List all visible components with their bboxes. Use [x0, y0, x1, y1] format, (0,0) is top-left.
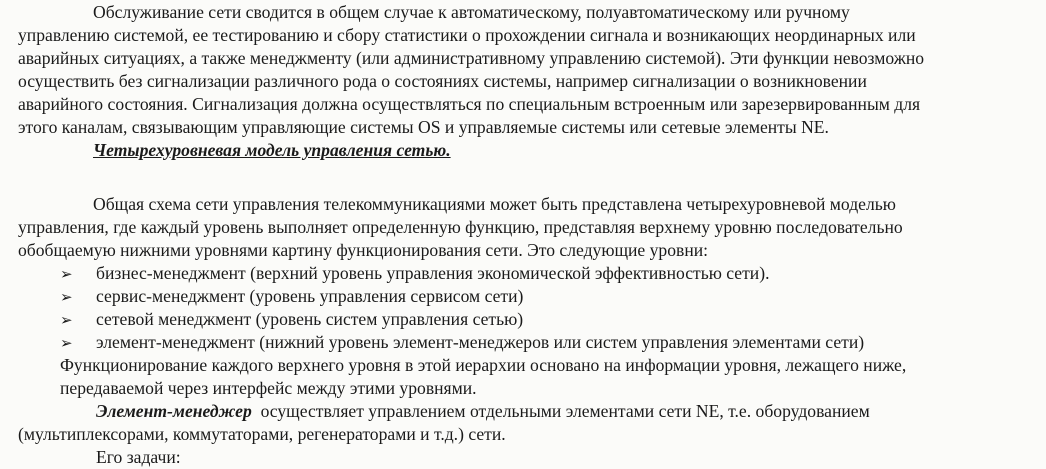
list-item-text: бизнес-менеджмент (верхний уровень управления экономической эффективностью сети). — [96, 263, 770, 283]
paragraph-1-line-3: аварийных ситуациях, а также менеджменту (или административному управлению системой). Эти функции невозможно — [18, 48, 925, 68]
element-manager-paragraph-line-2: (мультиплексорами, коммутаторами, регенераторами и т.д.) сети. — [18, 424, 506, 444]
list-item-business-management — [60, 262, 769, 286]
paragraph-2-line-1: Общая схема сети управления телекоммуникациями может быть представлена четырехуровневой моделью — [93, 194, 896, 214]
list-item-service-management — [60, 285, 523, 309]
element-manager-paragraph-line-1 — [96, 400, 870, 423]
element-manager-term: Элемент-менеджер — [96, 401, 252, 421]
tasks-label: Его задачи: — [96, 447, 181, 467]
paragraph-1-line-6: этого каналам, связывающим управляющие системы OS и управляемые системы или сетевые элементы NE. — [18, 117, 829, 137]
paragraph-1-line-2: управлению системой, ее тестированию и сбору статистики о прохождении сигнала и возникающих неординарных или — [18, 25, 916, 45]
arrow-bullet-icon: ➢ — [60, 288, 73, 306]
paragraph-1-line-4: осуществить без сигнализации различного рода о состояниях системы, например сигнализации о возникновении — [18, 71, 867, 91]
paragraph-2-line-2: управления, где каждый уровень выполняет определенную функцию, представляя верхнему уровню последовательно — [18, 217, 903, 237]
list-item-text: элемент-менеджмент (нижний уровень элемент-менеджеров или систем управления элементами сети) — [96, 332, 865, 352]
paragraph-3-line-2: передаваемой через интерфейс между этими уровнями. — [60, 378, 477, 398]
list-item-text: сетевой менеджмент (уровень систем управления сетью) — [96, 309, 524, 329]
paragraph-3-line-1: Функционирование каждого верхнего уровня в этой иерархии основано на информации уровня, лежащего ниже, — [60, 355, 907, 375]
element-manager-description: осуществляет управлением отдельными элементами сети NE, т.е. оборудованием — [251, 401, 870, 421]
list-item-element-management — [60, 331, 864, 355]
paragraph-1-line-5: аварийного состояния. Сигнализация должна осуществляться по специальным встроенным или зарезервированным для — [18, 94, 921, 114]
arrow-bullet-icon: ➢ — [60, 265, 73, 283]
arrow-bullet-icon: ➢ — [60, 334, 73, 352]
list-item-network-management — [60, 308, 523, 332]
paragraph-2-line-3: обобщаемую нижними уровнями картину функционирования сети. Это следующие уровни: — [18, 240, 709, 260]
section-heading: Четырехуровневая модель управления сетью. — [93, 140, 451, 160]
paragraph-1-line-1: Обслуживание сети сводится в общем случае к автоматическому, полуавтоматическому или ручному — [93, 2, 850, 22]
list-item-text: сервис-менеджмент (уровень управления сервисом сети) — [96, 286, 524, 306]
arrow-bullet-icon: ➢ — [60, 311, 73, 329]
